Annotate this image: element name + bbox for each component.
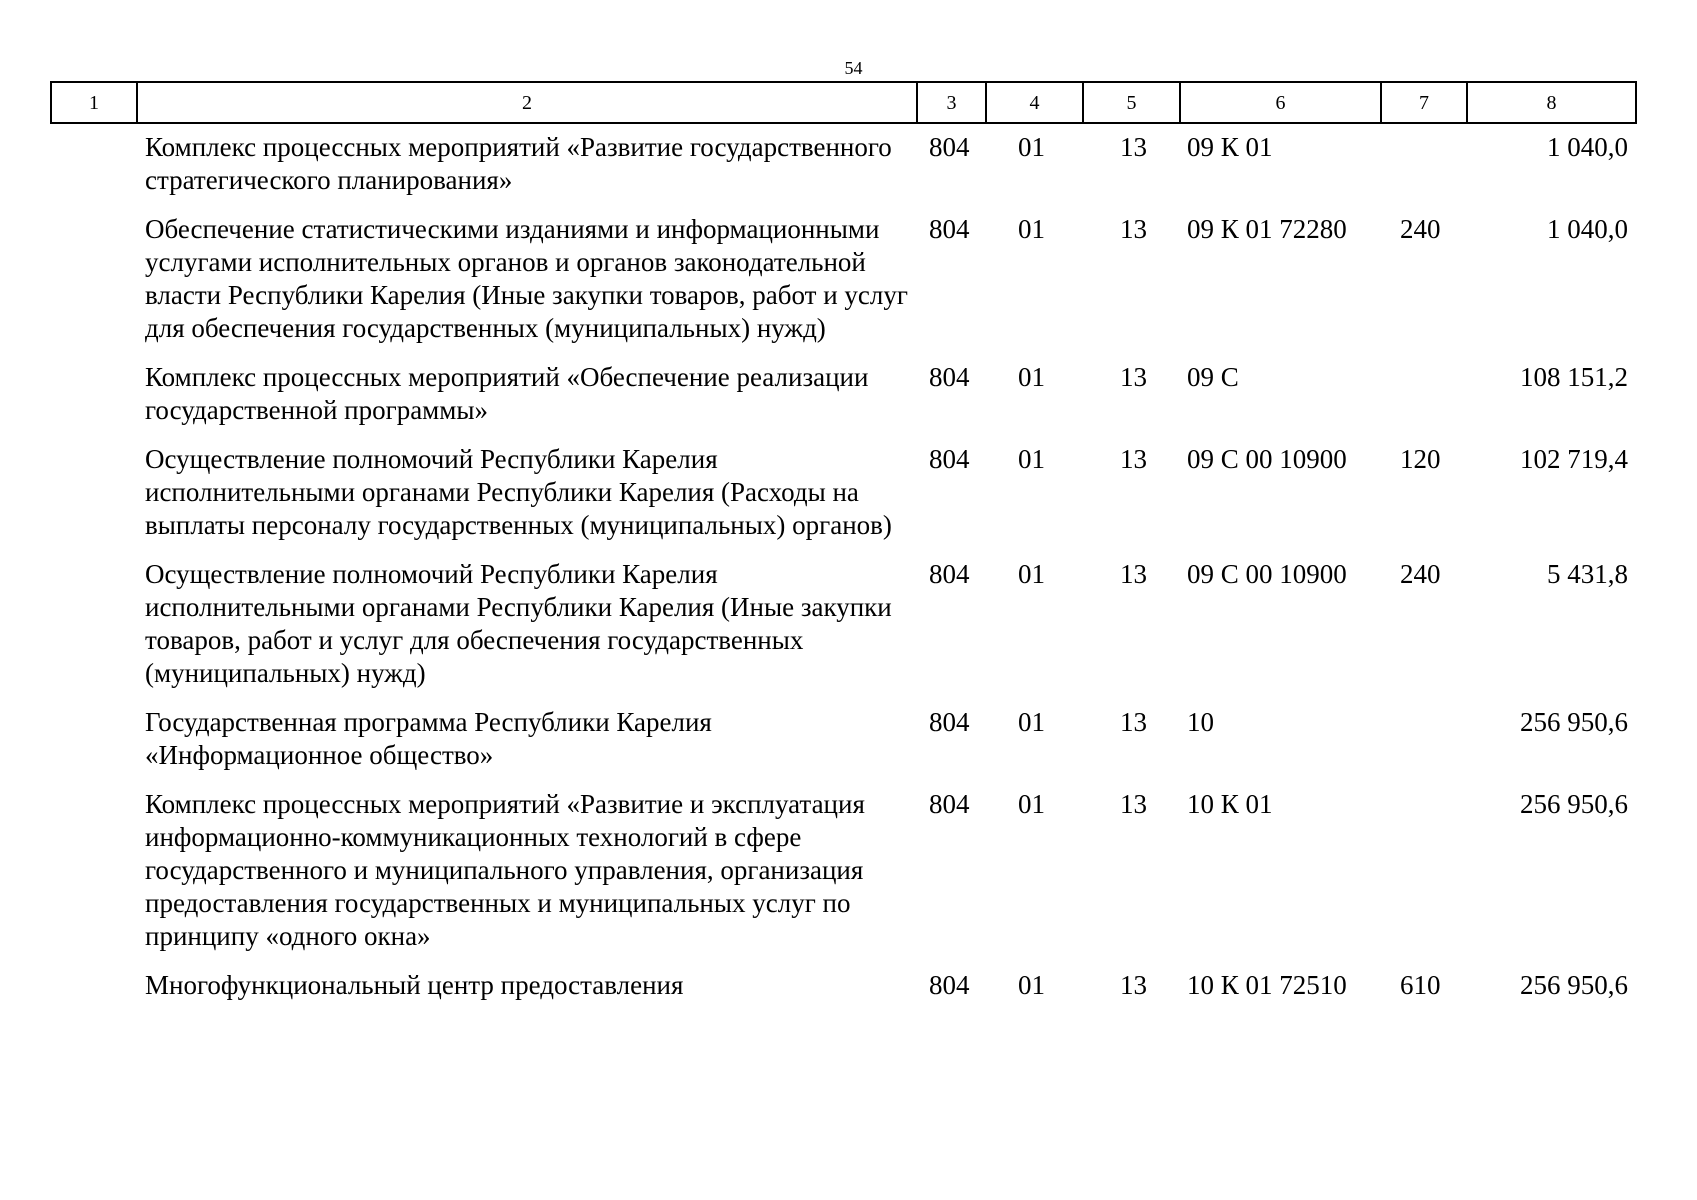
cell-section: 01: [1018, 707, 1045, 737]
cell-empty: [50, 443, 136, 542]
cell-subsection: 13: [1120, 789, 1147, 819]
cell-section: 01: [1018, 362, 1045, 392]
cell-expense-type: [1380, 361, 1466, 427]
cell-empty: [50, 558, 136, 690]
table-body: [50, 131, 1637, 1018]
cell-target-article: 10 К 01: [1187, 789, 1273, 819]
table-row: [50, 706, 1637, 772]
cell-subsection: 13: [1120, 132, 1147, 162]
cell-subsection: 13: [1120, 362, 1147, 392]
cell-ministry: 804: [929, 789, 970, 819]
cell-section: 01: [1018, 789, 1045, 819]
cell-ministry: 804: [929, 444, 970, 474]
cell-ministry: 804: [929, 559, 970, 589]
cell-empty: [50, 706, 136, 772]
cell-empty: [50, 213, 136, 345]
cell-target-article: 09 С 00 10900: [1187, 559, 1347, 589]
cell-name: Государственная программа Республики Карелия «Информационное общество»: [145, 707, 712, 770]
cell-amount: 1 040,0: [1547, 214, 1628, 244]
cell-section: 01: [1018, 214, 1045, 244]
cell-expense-type: [1380, 131, 1466, 197]
column-header-3: 3: [916, 83, 985, 122]
cell-expense-type: 240: [1400, 559, 1441, 589]
cell-empty: [50, 361, 136, 427]
cell-amount: 102 719,4: [1520, 444, 1628, 474]
cell-section: 01: [1018, 132, 1045, 162]
cell-section: 01: [1018, 559, 1045, 589]
column-header-4: 4: [985, 83, 1082, 122]
cell-expense-type: 610: [1400, 970, 1441, 1000]
cell-amount: 1 040,0: [1547, 132, 1628, 162]
table-row: [50, 131, 1637, 197]
table-row: [50, 969, 1637, 1002]
table-row: [50, 213, 1637, 345]
cell-name: Осуществление полномочий Республики Карелия исполнительными органами Республики Карелия (Иные закупки товаров, работ и услуг для обеспечения государственных (муниципальных) нужд): [145, 559, 892, 688]
column-header-7: 7: [1380, 83, 1466, 122]
cell-name: Многофункциональный центр предоставления: [145, 970, 684, 1000]
cell-ministry: 804: [929, 707, 970, 737]
cell-target-article: 09 С: [1187, 362, 1239, 392]
cell-expense-type: [1380, 706, 1466, 772]
cell-expense-type: 240: [1400, 214, 1441, 244]
cell-empty: [50, 131, 136, 197]
cell-ministry: 804: [929, 362, 970, 392]
cell-name: Обеспечение статистическими изданиями и информационными услугами исполнительных органов и органов законодательной власти Республики Карелия (Иные закупки товаров, работ и услуг для обеспечения государственных (муниципальных) нужд): [145, 214, 908, 343]
table-row: [50, 361, 1637, 427]
cell-amount: 256 950,6: [1520, 789, 1628, 819]
column-header-8: 8: [1466, 83, 1637, 122]
cell-amount: 108 151,2: [1520, 362, 1628, 392]
cell-target-article: 10: [1187, 707, 1214, 737]
cell-target-article: 09 С 00 10900: [1187, 444, 1347, 474]
cell-subsection: 13: [1120, 707, 1147, 737]
cell-subsection: 13: [1120, 970, 1147, 1000]
column-header-6: 6: [1179, 83, 1380, 122]
column-header-5: 5: [1082, 83, 1179, 122]
column-header-2: 2: [136, 83, 916, 122]
cell-name: Комплекс процессных мероприятий «Развитие и эксплуатация информационно-коммуникационных технологий в сфере государственного и муниципального управления, организация предоставления государственных и муниципальных услуг по принципу «одного окна»: [145, 789, 865, 951]
cell-section: 01: [1018, 970, 1045, 1000]
cell-amount: 256 950,6: [1520, 707, 1628, 737]
cell-ministry: 804: [929, 970, 970, 1000]
cell-name: Комплекс процессных мероприятий «Обеспечение реализации государственной программы»: [145, 362, 869, 425]
table-header: [50, 81, 1637, 124]
table-row: [50, 558, 1637, 690]
cell-empty: [50, 788, 136, 953]
cell-target-article: 10 К 01 72510: [1187, 970, 1347, 1000]
cell-ministry: 804: [929, 132, 970, 162]
cell-subsection: 13: [1120, 444, 1147, 474]
cell-expense-type: [1380, 788, 1466, 953]
page-number: 54: [844, 58, 863, 78]
cell-amount: 5 431,8: [1547, 559, 1628, 589]
cell-amount: 256 950,6: [1520, 970, 1628, 1000]
cell-empty: [50, 969, 136, 1002]
cell-name: Осуществление полномочий Республики Карелия исполнительными органами Республики Карелия (Расходы на выплаты персоналу государственных (муниципальных) органов): [145, 444, 892, 540]
cell-subsection: 13: [1120, 559, 1147, 589]
cell-target-article: 09 К 01: [1187, 132, 1273, 162]
cell-ministry: 804: [929, 214, 970, 244]
cell-name: Комплекс процессных мероприятий «Развитие государственного стратегического планирования»: [145, 132, 892, 195]
cell-expense-type: 120: [1400, 444, 1441, 474]
cell-subsection: 13: [1120, 214, 1147, 244]
table-row: [50, 443, 1637, 542]
cell-target-article: 09 К 01 72280: [1187, 214, 1347, 244]
column-header-1: 1: [50, 83, 136, 122]
table-row: [50, 788, 1637, 953]
cell-section: 01: [1018, 444, 1045, 474]
